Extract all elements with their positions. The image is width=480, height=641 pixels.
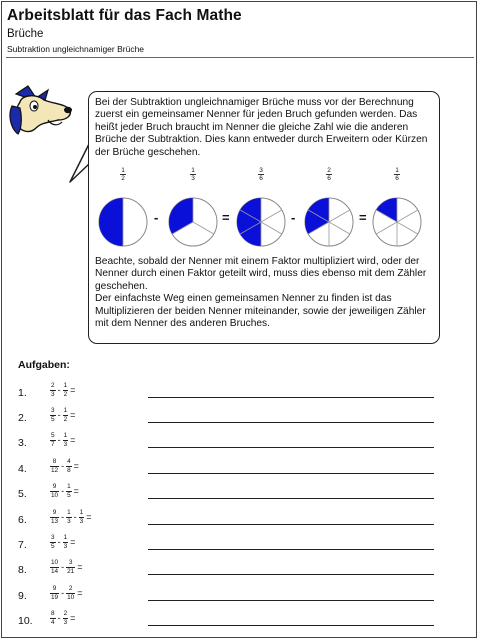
fraction — [50, 432, 56, 448]
fraction — [66, 458, 72, 474]
answer-line[interactable] — [148, 473, 434, 474]
pie-filled-slice — [99, 198, 123, 246]
fraction — [50, 610, 56, 626]
fraction-pie — [371, 167, 423, 185]
answer-line[interactable] — [148, 600, 434, 601]
numerator: 1 — [191, 167, 195, 174]
task-row — [18, 407, 458, 429]
equals-sign: = — [70, 410, 76, 420]
numerator: 1 — [395, 167, 399, 174]
numerator: 3 — [51, 534, 55, 541]
equals-sign: = — [70, 537, 76, 547]
fraction-pie-example — [97, 167, 427, 247]
denominator: 8 — [67, 466, 71, 474]
fraction — [66, 509, 72, 525]
equals-sign: = — [73, 461, 79, 471]
numerator: 8 — [51, 610, 55, 617]
fraction — [50, 585, 59, 601]
task-number: 4. — [18, 463, 27, 475]
numerator: 2 — [327, 167, 331, 174]
denominator: 4 — [51, 618, 55, 626]
fraction — [66, 483, 72, 499]
denominator: 6 — [259, 175, 263, 182]
equals-sign: = — [70, 385, 76, 395]
note-text: Beachte, sobald der Nenner mit einem Faktor multipliziert wird, oder der Nenner durch einen Faktor geteilt wird, muss dies ebenso mit dem Zähler geschehen. — [95, 256, 427, 292]
denominator: 3 — [63, 440, 68, 448]
numerator: 9 — [50, 483, 59, 492]
fraction — [50, 382, 56, 398]
task-expression — [50, 509, 94, 525]
pie-fraction-label — [120, 167, 126, 182]
answer-line[interactable] — [148, 422, 434, 423]
note-block — [95, 256, 433, 330]
minus-sign: - — [61, 588, 65, 598]
worksheet-page — [1, 1, 477, 638]
pie-chart — [98, 197, 148, 247]
numerator: 1 — [63, 534, 68, 541]
denominator: 6 — [395, 175, 399, 182]
task-row — [18, 483, 458, 505]
task-row — [18, 585, 458, 607]
numerator: 4 — [67, 458, 71, 465]
pie-chart — [372, 197, 422, 247]
numerator: 9 — [50, 509, 59, 518]
task-number: 7. — [18, 539, 27, 551]
pie-filled-slice — [237, 198, 261, 246]
task-expression — [50, 559, 84, 575]
fraction — [50, 509, 59, 525]
minus-sign: - — [73, 512, 77, 522]
fraction-pie — [167, 167, 219, 185]
pie-fraction-label — [326, 167, 332, 182]
fraction — [50, 483, 59, 499]
minus-sign: - — [57, 435, 61, 445]
task-row — [18, 382, 458, 404]
denominator: 14 — [51, 567, 59, 575]
task-number: 8. — [18, 564, 27, 576]
page-title: Arbeitsblatt für das Fach Mathe — [7, 7, 242, 24]
numerator: 1 — [79, 509, 84, 516]
task-row — [18, 432, 458, 454]
numerator: 1 — [63, 382, 68, 389]
minus-sign: - — [291, 210, 296, 225]
fraction — [50, 458, 59, 474]
task-number: 6. — [18, 514, 27, 526]
fraction — [63, 534, 69, 550]
task-row — [18, 534, 458, 556]
task-number: 10. — [18, 615, 33, 627]
task-expression — [50, 610, 77, 626]
numerator: 9 — [50, 585, 59, 594]
denominator: 3 — [63, 542, 68, 550]
denominator: 3 — [51, 390, 55, 398]
denominator: 13 — [51, 517, 59, 525]
numerator: 2 — [63, 610, 68, 617]
explanation-callout — [88, 91, 440, 344]
numerator: 1 — [67, 483, 71, 490]
minus-sign: - — [61, 486, 65, 496]
equals-sign: = — [73, 486, 79, 496]
fraction — [50, 407, 56, 423]
denominator: 2 — [63, 415, 68, 423]
task-expression — [50, 407, 77, 423]
denominator: 3 — [191, 175, 195, 182]
page-topic: Subtraktion ungleichnamiger Brüche — [7, 44, 145, 54]
answer-line[interactable] — [148, 625, 434, 626]
numerator: 5 — [51, 432, 55, 439]
numerator: 8 — [50, 458, 59, 467]
denominator: 3 — [67, 517, 71, 525]
task-number: 2. — [18, 412, 27, 424]
task-row — [18, 509, 458, 531]
minus-sign: - — [154, 210, 159, 225]
answer-line[interactable] — [148, 447, 434, 448]
intro-text: Bei der Subtraktion ungleichnamiger Brüche muss vor der Berechnung zuerst ein gemeinsamer Nenner für jeden Bruch gefunden werden. Das heißt jeder Bruch braucht im Nenner die gleiche Zahl wie die anderen Brüche der Subtraktion. Dies kann entweder durch Erweitern oder Kürzen der Brüche geschehen. — [95, 97, 428, 158]
equals-sign: = — [86, 512, 92, 522]
task-expression — [50, 382, 77, 398]
denominator: 10 — [51, 491, 59, 499]
page-subtitle: Brüche — [7, 28, 44, 40]
dog-mascot-icon — [8, 84, 74, 142]
fraction — [63, 407, 69, 423]
equals-sign: = — [77, 562, 83, 572]
pie-chart — [168, 197, 218, 247]
tasks-heading: Aufgaben: — [18, 359, 70, 371]
numerator: 1 — [63, 432, 68, 439]
minus-sign: - — [57, 613, 61, 623]
numerator: 10 — [51, 559, 59, 566]
task-row — [18, 610, 458, 632]
pie-fraction-label — [190, 167, 196, 182]
fraction — [63, 610, 69, 626]
task-row — [18, 559, 458, 581]
denominator: 19 — [51, 593, 59, 601]
answer-line[interactable] — [148, 549, 434, 550]
answer-line[interactable] — [148, 498, 434, 499]
pie-fraction-label — [258, 167, 264, 182]
minus-sign: - — [57, 537, 61, 547]
denominator: 6 — [327, 175, 331, 182]
fraction-pie — [97, 167, 149, 185]
pie-chart — [236, 197, 286, 247]
task-expression — [50, 483, 81, 499]
fraction — [50, 559, 59, 575]
task-row — [18, 458, 458, 480]
equals-sign: = — [77, 588, 83, 598]
tip-text: Der einfachste Weg einen gemeinsamen Nenner zu finden ist das Multiplizieren der beiden Nenner miteinander, sowie der jeweiligen Zähler mit dem Nenner des anderen Bruches. — [95, 293, 426, 330]
denominator: 5 — [51, 415, 55, 423]
minus-sign: - — [57, 410, 61, 420]
equals-sign: = — [222, 210, 230, 225]
answer-line[interactable] — [148, 524, 434, 525]
fraction — [79, 509, 85, 525]
numerator: 3 — [259, 167, 263, 174]
answer-line[interactable] — [148, 574, 434, 575]
numerator: 1 — [63, 407, 68, 414]
numerator: 2 — [66, 585, 75, 594]
numerator: 1 — [67, 509, 71, 516]
numerator: 1 — [121, 167, 125, 174]
task-expression — [50, 458, 81, 474]
denominator: 10 — [67, 593, 75, 601]
fraction — [66, 559, 75, 575]
fraction — [63, 382, 69, 398]
denominator: 7 — [51, 440, 55, 448]
answer-line[interactable] — [148, 397, 434, 398]
denominator: 2 — [63, 390, 68, 398]
task-number: 9. — [18, 590, 27, 602]
fraction — [66, 585, 75, 601]
denominator: 21 — [67, 567, 75, 575]
denominator: 3 — [63, 618, 68, 626]
pie-chart — [304, 197, 354, 247]
minus-sign: - — [57, 385, 61, 395]
task-expression — [50, 432, 77, 448]
task-number: 1. — [18, 387, 27, 399]
task-expression — [50, 534, 77, 550]
fraction — [63, 432, 69, 448]
header-divider — [6, 57, 474, 58]
equals-sign: = — [70, 435, 76, 445]
task-number: 3. — [18, 437, 27, 449]
denominator: 5 — [67, 491, 71, 499]
minus-sign: - — [61, 512, 65, 522]
pie-fraction-label — [394, 167, 400, 182]
numerator: 2 — [51, 382, 55, 389]
task-expression — [50, 585, 84, 601]
minus-sign: - — [61, 562, 65, 572]
fraction-pie — [303, 167, 355, 185]
denominator: 2 — [121, 175, 125, 182]
equals-sign: = — [70, 613, 76, 623]
numerator: 3 — [51, 407, 55, 414]
denominator: 3 — [79, 517, 84, 525]
minus-sign: - — [61, 461, 65, 471]
denominator: 5 — [51, 542, 55, 550]
equals-sign: = — [359, 210, 367, 225]
fraction-pie — [235, 167, 287, 185]
denominator: 12 — [51, 466, 59, 474]
task-number: 5. — [18, 488, 27, 500]
numerator: 3 — [66, 559, 75, 568]
fraction — [50, 534, 56, 550]
